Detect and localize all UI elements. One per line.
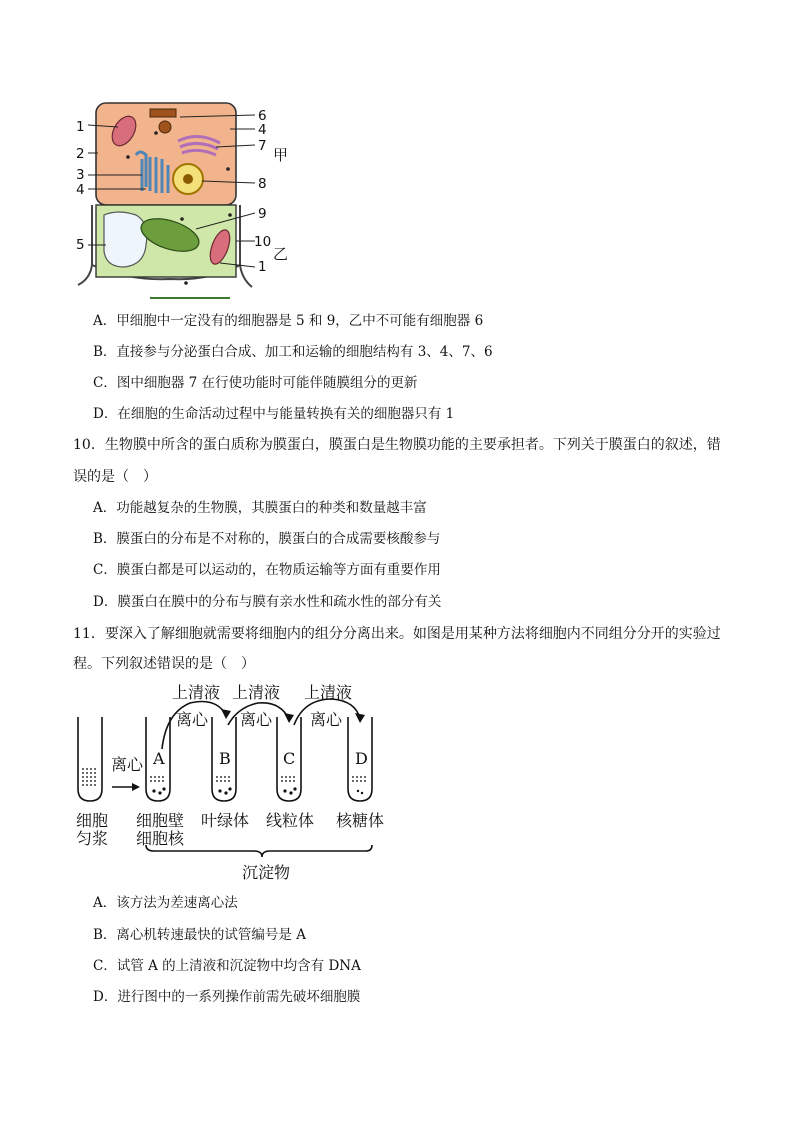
q11-stem-line1: 11．要深入了解细胞就需要将细胞内的组分分离出来。如图是用某种方法将细胞内不同组分分开的实验过 <box>73 626 721 642</box>
q11-option-d: D．进行图中的一系列操作前需先破坏细胞膜 <box>93 989 361 1005</box>
sediment-group-label: 沉淀物 <box>242 863 291 882</box>
q9-option-a: A．甲细胞中一定没有的细胞器是 5 和 9，乙中不可能有细胞器 6 <box>93 313 484 329</box>
tube-letter-b: B <box>219 749 231 768</box>
cell-label-right-6: 6 <box>258 108 267 124</box>
centriole <box>150 109 176 117</box>
homogenate-label-1: 细胞 <box>76 811 109 830</box>
cell-label-right-8: 8 <box>258 176 267 192</box>
homogenate-tube <box>78 717 102 801</box>
q11-option-b: B．离心机转速最快的试管编号是 A <box>93 927 306 943</box>
cell-label-right-4: 4 <box>258 122 267 138</box>
q10-stem-line2: 误的是（ ） <box>73 469 157 485</box>
q10-option-b: B．膜蛋白的分布是不对称的，膜蛋白的合成需要核酸参与 <box>93 531 441 547</box>
q10-option-c: C．膜蛋白都是可以运动的，在物质运输等方面有重要作用 <box>93 562 441 578</box>
cell-label-left-3: 3 <box>76 167 85 183</box>
homogenate-label-2: 匀浆 <box>76 829 109 848</box>
cell-label-left-2: 2 <box>76 146 85 162</box>
centrifuge-label-cd: 离心 <box>310 710 343 729</box>
q9-option-c: C．图中细胞器 7 在行使功能时可能伴随膜组分的更新 <box>93 375 418 391</box>
centrifuge-label-bc: 离心 <box>240 710 273 729</box>
nucleus-label-a: 细胞核 <box>136 829 185 848</box>
sediment-label-a: 细胞壁 <box>136 811 185 830</box>
q11-stem-line2: 程。下列叙述错误的是（ ） <box>73 656 255 672</box>
sediment-label-c: 线粒体 <box>266 811 315 830</box>
tube-letter-a: A <box>153 749 165 768</box>
cell-label-left-4: 4 <box>76 182 85 198</box>
cell-label-left-5: 5 <box>76 237 85 253</box>
q11-option-a: A．该方法为差速离心法 <box>93 895 238 911</box>
cell-label-right-9: 9 <box>258 206 267 222</box>
sediment-label-b: 叶绿体 <box>201 811 250 830</box>
centrifuge-label-ab: 离心 <box>176 710 209 729</box>
supernatant-label-2: 上清液 <box>232 683 281 702</box>
q10-option-d: D．膜蛋白在膜中的分布与膜有亲水性和疏水性的部分有关 <box>93 594 442 610</box>
vacuole <box>104 212 147 267</box>
q9-option-d: D．在细胞的生命活动过程中与能量转换有关的细胞器只有 1 <box>93 406 455 422</box>
cell-label-right-1: 1 <box>258 259 267 275</box>
centrifuge-label-first: 离心 <box>111 755 144 774</box>
supernatant-label-1: 上清液 <box>172 683 221 702</box>
q11-option-c: C．试管 A 的上清液和沉淀物中均含有 DNA <box>93 958 361 974</box>
cell-diagram <box>70 95 310 300</box>
sediment-label-d: 核糖体 <box>336 811 385 830</box>
q9-option-b: B．直接参与分泌蛋白合成、加工和运输的细胞结构有 3、4、7、6 <box>93 344 493 360</box>
cell-label-left-1: 1 <box>76 119 85 135</box>
supernatant-label-3: 上清液 <box>304 683 353 702</box>
q10-stem-line1: 10．生物膜中所含的蛋白质称为膜蛋白，膜蛋白是生物膜功能的主要承担者。下列关于膜蛋白的叙述，错 <box>73 437 721 453</box>
tube-letter-d: D <box>355 749 368 768</box>
cell-label-right-7: 7 <box>258 138 267 154</box>
q10-option-a: A．功能越复杂的生物膜，其膜蛋白的种类和数量越丰富 <box>93 500 427 516</box>
tube-letter-c: C <box>283 749 296 768</box>
plant-cell-name: 乙 <box>273 245 289 263</box>
cell-label-right-10: 10 <box>254 234 272 250</box>
animal-cell-name: 甲 <box>273 146 289 164</box>
